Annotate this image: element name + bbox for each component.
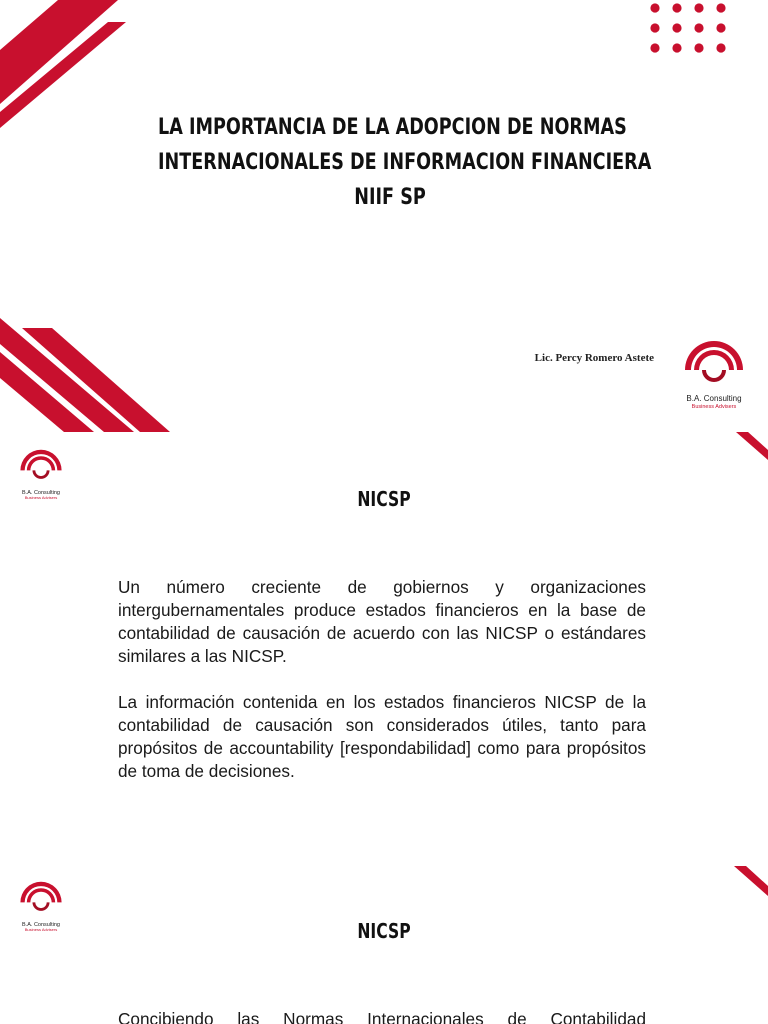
company-logo <box>14 874 68 932</box>
paragraph: La información contenida en los estados financieros NICSP de la contabilidad de causación son considerados útiles, tanto para propósitos de accountability [respondabilidad] como para propósitos de toma de decisiones. <box>118 692 646 781</box>
slide-heading: NICSP <box>357 919 411 943</box>
logo-rings-icon <box>14 442 68 486</box>
title-line: LA IMPORTANCIA DE LA ADOPCION DE NORMAS <box>158 115 627 140</box>
decorative-dot-grid-left <box>0 864 80 872</box>
decorative-stripe-right <box>734 866 768 896</box>
decorative-stripe-top-right <box>730 432 768 466</box>
logo-rings-icon <box>14 874 68 918</box>
title-line: NIIF SP <box>354 185 426 210</box>
slide-title <box>0 0 768 432</box>
company-logo <box>676 330 752 410</box>
paragraph: Concibiendo las Normas Internacionales de Contabilidad <box>118 1009 646 1024</box>
slide-nicsp-2 <box>0 864 768 1024</box>
presentation-title <box>158 110 652 215</box>
logo-name: B.A. Consulting <box>22 490 60 496</box>
paragraph: Un número creciente de gobiernos y organizaciones intergubernamentales produce estados financieros en la base de contabilidad de causación de acuerdo con las NICSP o estándares similares a las NICSP. <box>118 577 646 666</box>
logo-name: B.A. Consulting <box>686 394 742 403</box>
decorative-dot-grid-top-right <box>644 0 734 56</box>
logo-tagline: Business Advisers <box>24 495 58 501</box>
author-name: Lic. Percy Romero Astete <box>534 352 654 364</box>
decorative-stripes-top-left <box>0 0 140 130</box>
company-logo <box>14 442 68 500</box>
logo-name: B.A. Consulting <box>22 922 60 928</box>
slide-nicsp-1 <box>0 432 768 864</box>
logo-rings-icon <box>676 330 752 392</box>
slide-heading: NICSP <box>357 487 411 511</box>
logo-tagline: Business Advisers <box>691 403 737 410</box>
decorative-stripes-bottom-left <box>0 318 175 432</box>
title-line: INTERNACIONALES DE INFORMACION FINANCIERA <box>158 150 652 175</box>
logo-tagline: Business Advisers <box>24 927 58 933</box>
